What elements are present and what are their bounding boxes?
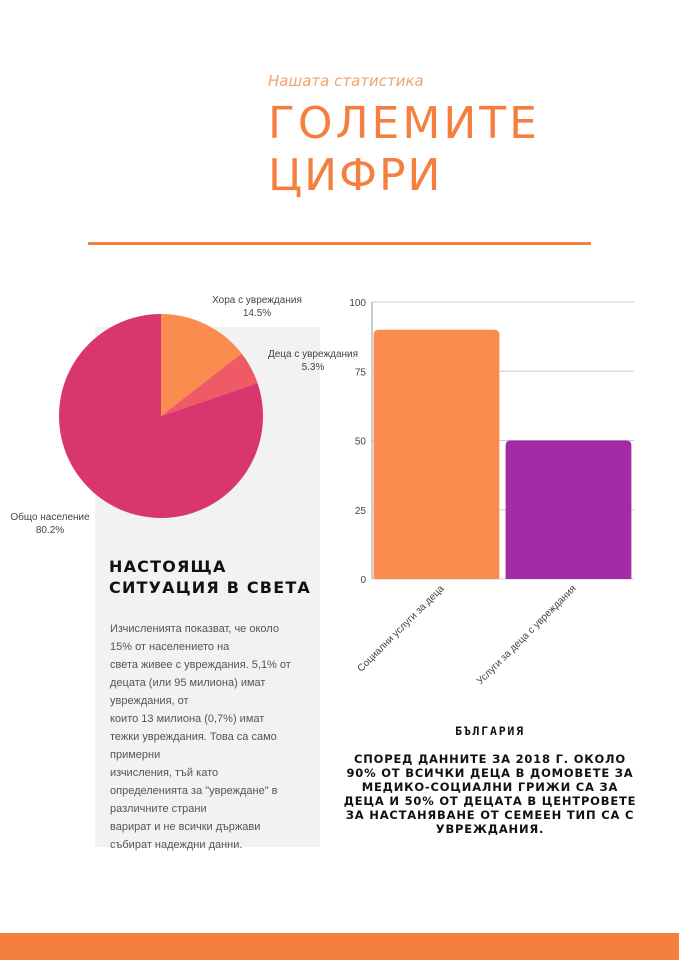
world-body-line: варират и не всички държави xyxy=(110,821,261,833)
world-body-line: примерни xyxy=(110,749,161,761)
y-tick-label: 100 xyxy=(349,298,366,309)
world-body-line: света живее с увреждания. 5,1% от xyxy=(110,659,291,671)
footer-bar xyxy=(0,933,679,960)
world-section-heading: НАСТОЯЩА СИТУАЦИЯ В СВЕТА xyxy=(109,557,312,597)
world-body-line: различните страни xyxy=(110,803,207,815)
y-tick-label: 25 xyxy=(354,505,366,517)
pie-slice-label: Хора с увреждания xyxy=(212,295,302,306)
bar xyxy=(374,330,500,579)
world-body-line: увреждания, от xyxy=(110,695,189,707)
world-body-line: изчисления, тъй като xyxy=(110,767,219,779)
page-title-line2: ЦИФРИ xyxy=(268,150,443,201)
bulgaria-heading: БЪЛГАРИЯ xyxy=(455,724,525,738)
world-body-line: определенията за "увреждане" в xyxy=(110,785,278,797)
world-body-line: събират надеждни данни. xyxy=(110,839,243,851)
x-tick-label: Услуги за деца с увреждания xyxy=(474,583,579,688)
pie-slice-value: 14.5% xyxy=(242,308,272,319)
pie-slice-label: Деца с увреждания xyxy=(267,349,359,360)
pie-slice-value: 5.3% xyxy=(301,362,325,373)
world-section-body xyxy=(110,620,310,854)
x-tick-label: Социални услуги за деца xyxy=(355,583,447,675)
world-body-line: Изчисленията показват, че около xyxy=(110,623,279,635)
bulgaria-body: СПОРЕД ДАННИТЕ ЗА 2018 Г. ОКОЛО 90% ОТ ВСИЧКИ ДЕЦА В ДОМОВЕТЕ ЗА МЕДИКО-СОЦИАЛНИ ГРИЖИ СА ЗА ДЕЦА И 50% ОТ ДЕЦАТА В ЦЕНТРОВЕТЕ ЗА НАСТАНЯВАНЕ ОТ СЕМЕЕН ТИП СА С УВРЕЖДАНИЯ. xyxy=(343,752,637,836)
world-body-line: 15% от населението на xyxy=(110,641,230,653)
pie-slice-value: 80.2% xyxy=(35,525,65,536)
world-body-line: които 13 милиона (0,7%) имат xyxy=(110,713,265,725)
y-tick-label: 50 xyxy=(354,436,366,448)
world-body-line: децата (или 95 милиона) имат xyxy=(110,677,266,689)
world-body-line: тежки увреждания. Това са само xyxy=(110,731,277,743)
y-tick-label: 75 xyxy=(354,367,366,379)
page-title-line1: ГОЛЕМИТЕ xyxy=(268,98,540,149)
bar xyxy=(506,441,632,580)
y-tick-label: 0 xyxy=(360,575,366,586)
pie-slice-label: Общо население xyxy=(10,512,90,523)
page-subtitle: Нашата статистика xyxy=(268,72,424,90)
